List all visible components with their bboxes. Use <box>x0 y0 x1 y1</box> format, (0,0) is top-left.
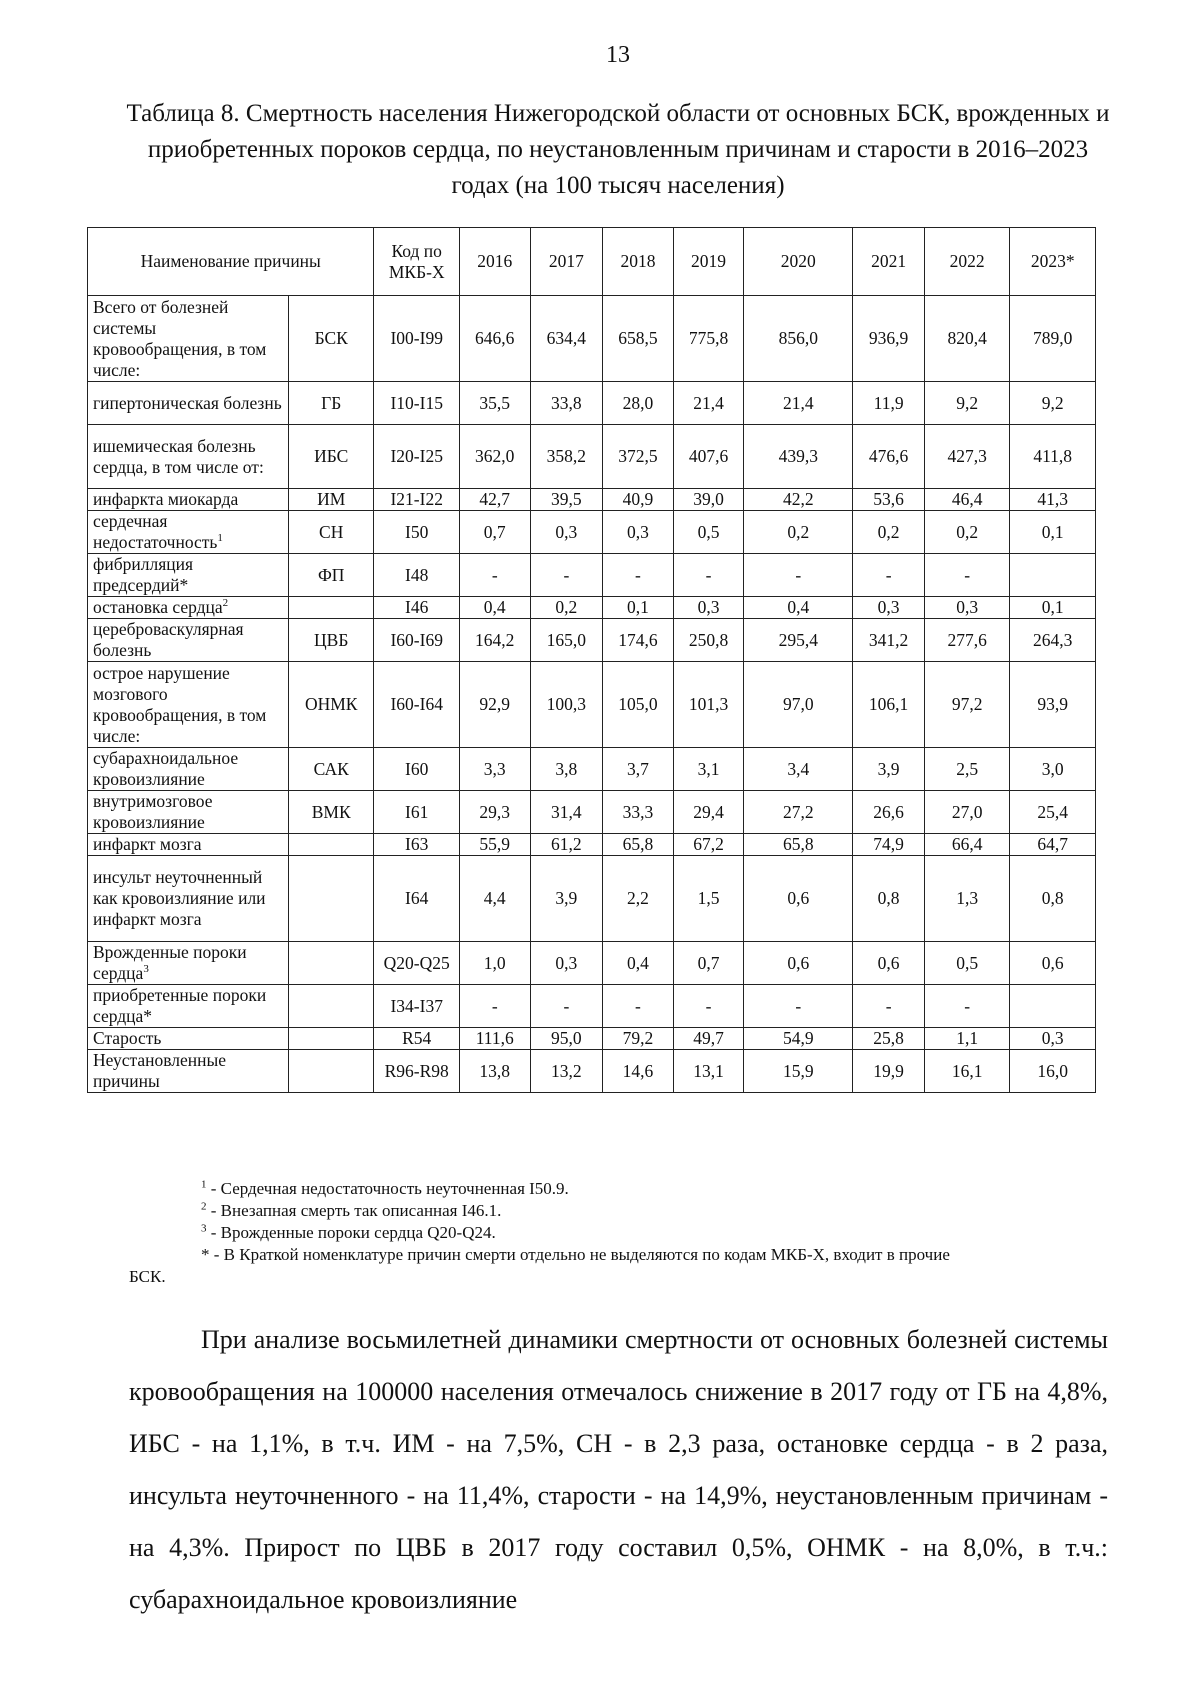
icd-code-cell: R54 <box>374 1028 460 1050</box>
icd-code-cell: I50 <box>374 511 460 554</box>
footnote-continuation: БСК. <box>129 1267 166 1286</box>
icd-code-cell: I20-I25 <box>374 425 460 489</box>
value-cell: - <box>673 554 744 597</box>
abbreviation-cell <box>288 942 374 985</box>
value-cell: 0,4 <box>459 597 530 619</box>
cause-name-cell <box>88 554 289 597</box>
value-cell: 0,7 <box>673 942 744 985</box>
value-cell: 93,9 <box>1010 662 1096 748</box>
cause-name: остановка сердца <box>93 597 223 617</box>
abbreviation-cell: БСК <box>288 296 374 382</box>
table-title: Таблица 8. Смертность населения Нижегородской области от основных БСК, врожденных и приобретенных пороков сердца, по неустановленным причинам и старости в 2016–2023 годах (на 100 тысяч населения) <box>126 100 1110 199</box>
value-cell: 11,9 <box>853 382 925 425</box>
abbreviation-cell: ИБС <box>288 425 374 489</box>
value-cell: 0,1 <box>1010 511 1096 554</box>
cause-name-cell <box>88 1050 289 1093</box>
cause-name-cell <box>88 834 289 856</box>
footnote-text: - Врожденные пороки сердца Q20-Q24. <box>206 1223 496 1242</box>
cause-name: сердечная недостаточность <box>93 511 218 552</box>
icd-code-cell: I48 <box>374 554 460 597</box>
value-cell: 29,4 <box>673 791 744 834</box>
value-cell: 411,8 <box>1010 425 1096 489</box>
abbreviation-cell: ВМК <box>288 791 374 834</box>
footnote <box>129 1200 1109 1222</box>
value-cell: 264,3 <box>1010 619 1096 662</box>
footnote-mark: 1 <box>201 1178 207 1191</box>
header-year: 2016 <box>459 228 530 296</box>
value-cell: 42,7 <box>459 489 530 511</box>
abbreviation-cell: СН <box>288 511 374 554</box>
value-cell: 0,2 <box>853 511 925 554</box>
header-year: 2020 <box>744 228 853 296</box>
abbreviation-cell <box>288 985 374 1028</box>
value-cell: 0,2 <box>744 511 853 554</box>
value-cell: 49,7 <box>673 1028 744 1050</box>
table-row <box>88 425 1096 489</box>
value-cell: 341,2 <box>853 619 925 662</box>
value-cell: 856,0 <box>744 296 853 382</box>
abbreviation-cell <box>288 856 374 942</box>
value-cell: 1,1 <box>924 1028 1010 1050</box>
value-cell: 0,8 <box>853 856 925 942</box>
value-cell: 101,3 <box>673 662 744 748</box>
value-cell: 27,0 <box>924 791 1010 834</box>
icd-code-cell: R96-R98 <box>374 1050 460 1093</box>
value-cell: 0,8 <box>1010 856 1096 942</box>
value-cell: 0,4 <box>603 942 674 985</box>
value-cell: - <box>530 554 603 597</box>
cause-name: субарахноидальное кровоизлияние <box>93 748 239 789</box>
cause-name: инсульт неуточненный как кровоизлияние или инфаркт мозга <box>93 867 266 929</box>
value-cell: 407,6 <box>673 425 744 489</box>
value-cell <box>1010 985 1096 1028</box>
value-cell: 3,8 <box>530 748 603 791</box>
value-cell: 35,5 <box>459 382 530 425</box>
value-cell: 295,4 <box>744 619 853 662</box>
value-cell: 4,4 <box>459 856 530 942</box>
cause-name-cell <box>88 791 289 834</box>
value-cell: 0,3 <box>924 597 1010 619</box>
value-cell: 164,2 <box>459 619 530 662</box>
value-cell: 439,3 <box>744 425 853 489</box>
value-cell: 0,5 <box>924 942 1010 985</box>
value-cell: 97,0 <box>744 662 853 748</box>
value-cell: 0,1 <box>1010 597 1096 619</box>
value-cell: 0,2 <box>924 511 1010 554</box>
cause-name: ишемическая болезнь сердца, в том числе от: <box>93 435 264 477</box>
value-cell: 372,5 <box>603 425 674 489</box>
value-cell: 21,4 <box>744 382 853 425</box>
table-row <box>88 619 1096 662</box>
value-cell: 55,9 <box>459 834 530 856</box>
header-code: Код по МКБ-Х <box>374 228 460 296</box>
table-row <box>88 985 1096 1028</box>
value-cell: 65,8 <box>603 834 674 856</box>
value-cell <box>1010 554 1096 597</box>
abbreviation-cell: ГБ <box>288 382 374 425</box>
value-cell: - <box>459 554 530 597</box>
value-cell: - <box>530 985 603 1028</box>
cause-name-cell <box>88 1028 289 1050</box>
value-cell: 0,2 <box>530 597 603 619</box>
value-cell: 3,0 <box>1010 748 1096 791</box>
footnote-text: * - В Краткой номенклатуре причин смерти отдельно не выделяются по кодам МКБ-Х, входит в прочие <box>201 1245 950 1264</box>
footnote-mark: 2 <box>201 1200 207 1213</box>
value-cell: 97,2 <box>924 662 1010 748</box>
value-cell: 2,5 <box>924 748 1010 791</box>
value-cell: 105,0 <box>603 662 674 748</box>
value-cell: 26,6 <box>853 791 925 834</box>
value-cell: 3,1 <box>673 748 744 791</box>
table-row <box>88 511 1096 554</box>
cause-name-cell <box>88 597 289 619</box>
footnote-ref: 1 <box>217 532 223 545</box>
table-row <box>88 748 1096 791</box>
value-cell: 19,9 <box>853 1050 925 1093</box>
footnote-text: - Сердечная недостаточность неуточненная I50.9. <box>206 1179 569 1198</box>
table-row <box>88 834 1096 856</box>
value-cell: - <box>853 985 925 1028</box>
cause-name-cell <box>88 511 289 554</box>
value-cell: 362,0 <box>459 425 530 489</box>
value-cell: - <box>603 554 674 597</box>
value-cell: 0,6 <box>744 942 853 985</box>
abbreviation-cell: ФП <box>288 554 374 597</box>
value-cell: 9,2 <box>924 382 1010 425</box>
value-cell: 95,0 <box>530 1028 603 1050</box>
value-cell: 67,2 <box>673 834 744 856</box>
value-cell: 1,0 <box>459 942 530 985</box>
value-cell: 0,3 <box>603 511 674 554</box>
value-cell: 9,2 <box>1010 382 1096 425</box>
cause-name: внутримозговое кровоизлияние <box>93 791 213 832</box>
value-cell: 3,9 <box>530 856 603 942</box>
value-cell: 789,0 <box>1010 296 1096 382</box>
footnotes <box>129 1178 1109 1288</box>
header-year: 2023* <box>1010 228 1096 296</box>
value-cell: - <box>673 985 744 1028</box>
value-cell: 16,0 <box>1010 1050 1096 1093</box>
value-cell: 14,6 <box>603 1050 674 1093</box>
value-cell: - <box>924 554 1010 597</box>
value-cell: 42,2 <box>744 489 853 511</box>
footnote <box>129 1178 1109 1200</box>
icd-code-cell: I60-I69 <box>374 619 460 662</box>
value-cell: 634,4 <box>530 296 603 382</box>
value-cell: 3,9 <box>853 748 925 791</box>
page-number: 13 <box>606 42 630 68</box>
header-cause: Наименование причины <box>88 228 374 296</box>
value-cell: 16,1 <box>924 1050 1010 1093</box>
value-cell: 0,6 <box>744 856 853 942</box>
cause-name-cell <box>88 425 289 489</box>
value-cell: 0,3 <box>530 511 603 554</box>
value-cell: 111,6 <box>459 1028 530 1050</box>
value-cell: 936,9 <box>853 296 925 382</box>
table-row <box>88 489 1096 511</box>
value-cell: 3,4 <box>744 748 853 791</box>
value-cell: 0,4 <box>744 597 853 619</box>
abbreviation-cell <box>288 1028 374 1050</box>
icd-code-cell: I00-I99 <box>374 296 460 382</box>
value-cell: 27,2 <box>744 791 853 834</box>
cause-name: Неустановленные причины <box>93 1050 227 1091</box>
icd-code-cell: I34-I37 <box>374 985 460 1028</box>
value-cell: 31,4 <box>530 791 603 834</box>
cause-name-cell <box>88 748 289 791</box>
value-cell: 0,5 <box>673 511 744 554</box>
value-cell: 46,4 <box>924 489 1010 511</box>
value-cell: 646,6 <box>459 296 530 382</box>
abbreviation-cell <box>288 597 374 619</box>
header-year: 2022 <box>924 228 1010 296</box>
value-cell: 61,2 <box>530 834 603 856</box>
cause-name: инфаркт мозга <box>93 834 202 854</box>
value-cell: 40,9 <box>603 489 674 511</box>
cause-name-cell <box>88 856 289 942</box>
cause-name: острое нарушение мозгового кровообращения, в том числе: <box>93 662 267 746</box>
value-cell: 0,1 <box>603 597 674 619</box>
header-year: 2019 <box>673 228 744 296</box>
table-row <box>88 942 1096 985</box>
icd-code-cell: I46 <box>374 597 460 619</box>
icd-code-cell: I61 <box>374 791 460 834</box>
value-cell: 3,7 <box>603 748 674 791</box>
cause-name-cell <box>88 489 289 511</box>
cause-name: цереброваскулярная болезнь <box>93 619 244 660</box>
cause-name-cell <box>88 619 289 662</box>
table-row <box>88 382 1096 425</box>
value-cell: 250,8 <box>673 619 744 662</box>
value-cell: 41,3 <box>1010 489 1096 511</box>
value-cell: 66,4 <box>924 834 1010 856</box>
cause-name-cell <box>88 662 289 748</box>
value-cell: 13,8 <box>459 1050 530 1093</box>
table-row <box>88 296 1096 382</box>
cause-name-cell <box>88 296 289 382</box>
value-cell: - <box>744 554 853 597</box>
footnote-ref: 2 <box>222 597 229 610</box>
value-cell: 0,3 <box>853 597 925 619</box>
table-row <box>88 597 1096 619</box>
value-cell: 25,4 <box>1010 791 1096 834</box>
value-cell: 15,9 <box>744 1050 853 1093</box>
abbreviation-cell: САК <box>288 748 374 791</box>
cause-name: инфаркта миокарда <box>93 489 239 509</box>
value-cell: 100,3 <box>530 662 603 748</box>
footnote-mark: 3 <box>201 1222 207 1235</box>
value-cell: 1,3 <box>924 856 1010 942</box>
abbreviation-cell <box>288 834 374 856</box>
table-header-row <box>88 228 1096 296</box>
value-cell: 64,7 <box>1010 834 1096 856</box>
value-cell: 33,3 <box>603 791 674 834</box>
value-cell: 0,3 <box>1010 1028 1096 1050</box>
cause-name: приобретенные пороки сердца* <box>93 985 267 1026</box>
value-cell: 92,9 <box>459 662 530 748</box>
icd-code-cell: I63 <box>374 834 460 856</box>
cause-name-cell <box>88 942 289 985</box>
value-cell: 775,8 <box>673 296 744 382</box>
value-cell: - <box>459 985 530 1028</box>
value-cell: 0,7 <box>459 511 530 554</box>
abbreviation-cell: ИМ <box>288 489 374 511</box>
footnote <box>129 1244 1109 1266</box>
value-cell: 174,6 <box>603 619 674 662</box>
cause-name: Врожденные пороки сердца <box>93 942 247 983</box>
value-cell: 820,4 <box>924 296 1010 382</box>
footnote <box>129 1222 1109 1244</box>
table-row <box>88 791 1096 834</box>
value-cell: 29,3 <box>459 791 530 834</box>
value-cell: 3,3 <box>459 748 530 791</box>
value-cell: 0,6 <box>853 942 925 985</box>
cause-name: фибрилляция предсердий* <box>93 554 194 595</box>
icd-code-cell: I21-I22 <box>374 489 460 511</box>
value-cell: 28,0 <box>603 382 674 425</box>
value-cell: 277,6 <box>924 619 1010 662</box>
value-cell: 54,9 <box>744 1028 853 1050</box>
value-cell: 165,0 <box>530 619 603 662</box>
value-cell: 21,4 <box>673 382 744 425</box>
header-year: 2017 <box>530 228 603 296</box>
abbreviation-cell <box>288 1050 374 1093</box>
value-cell: 0,6 <box>1010 942 1096 985</box>
header-year: 2018 <box>603 228 674 296</box>
value-cell: 476,6 <box>853 425 925 489</box>
cause-name: Старость <box>93 1028 162 1048</box>
icd-code-cell: Q20-Q25 <box>374 942 460 985</box>
value-cell: 358,2 <box>530 425 603 489</box>
value-cell: - <box>853 554 925 597</box>
value-cell: 79,2 <box>603 1028 674 1050</box>
value-cell: 25,8 <box>853 1028 925 1050</box>
table-body <box>88 296 1096 1093</box>
icd-code-cell: I60 <box>374 748 460 791</box>
value-cell: 74,9 <box>853 834 925 856</box>
value-cell: 39,0 <box>673 489 744 511</box>
value-cell: - <box>744 985 853 1028</box>
value-cell: 2,2 <box>603 856 674 942</box>
value-cell: 39,5 <box>530 489 603 511</box>
value-cell: 13,2 <box>530 1050 603 1093</box>
table-row <box>88 856 1096 942</box>
body-paragraph: При анализе восьмилетней динамики смертности от основных болезней системы кровообращения на 100000 населения отмечалось снижение в 2017 году от ГБ на 4,8%, ИБС - на 1,1%, в т.ч. ИМ - на 7,5%, СН - в 2,3 раза, остановке сердца - в 2 раза, инсульта неуточненного - на 11,4%, старости - на 14,9%, неустановленным причинам - на 4,3%. Прирост по ЦВБ в 2017 году составил 0,5%, ОНМК - на 8,0%, в т.ч.: субарахноидальное кровоизлияние <box>129 1325 1108 1614</box>
value-cell: 13,1 <box>673 1050 744 1093</box>
header-year: 2021 <box>853 228 925 296</box>
table-row <box>88 554 1096 597</box>
value-cell: 658,5 <box>603 296 674 382</box>
table-row <box>88 1028 1096 1050</box>
footnote-text: - Внезапная смерть так описанная I46.1. <box>206 1201 502 1220</box>
value-cell: 427,3 <box>924 425 1010 489</box>
abbreviation-cell: ОНМК <box>288 662 374 748</box>
cause-name: Всего от болезней системы кровообращения, в том числе: <box>93 296 267 380</box>
value-cell: - <box>924 985 1010 1028</box>
value-cell: 0,3 <box>673 597 744 619</box>
icd-code-cell: I64 <box>374 856 460 942</box>
cause-name: гипертоническая болезнь <box>93 392 282 413</box>
value-cell: 53,6 <box>853 489 925 511</box>
value-cell: 0,3 <box>530 942 603 985</box>
icd-code-cell: I10-I15 <box>374 382 460 425</box>
value-cell: - <box>603 985 674 1028</box>
mortality-table <box>87 227 1096 1093</box>
cause-name-cell <box>88 382 289 425</box>
footnote-ref: 3 <box>143 963 149 976</box>
abbreviation-cell: ЦВБ <box>288 619 374 662</box>
value-cell: 65,8 <box>744 834 853 856</box>
table-row <box>88 662 1096 748</box>
cause-name-cell <box>88 985 289 1028</box>
value-cell: 1,5 <box>673 856 744 942</box>
icd-code-cell: I60-I64 <box>374 662 460 748</box>
value-cell: 106,1 <box>853 662 925 748</box>
value-cell: 33,8 <box>530 382 603 425</box>
table-row <box>88 1050 1096 1093</box>
